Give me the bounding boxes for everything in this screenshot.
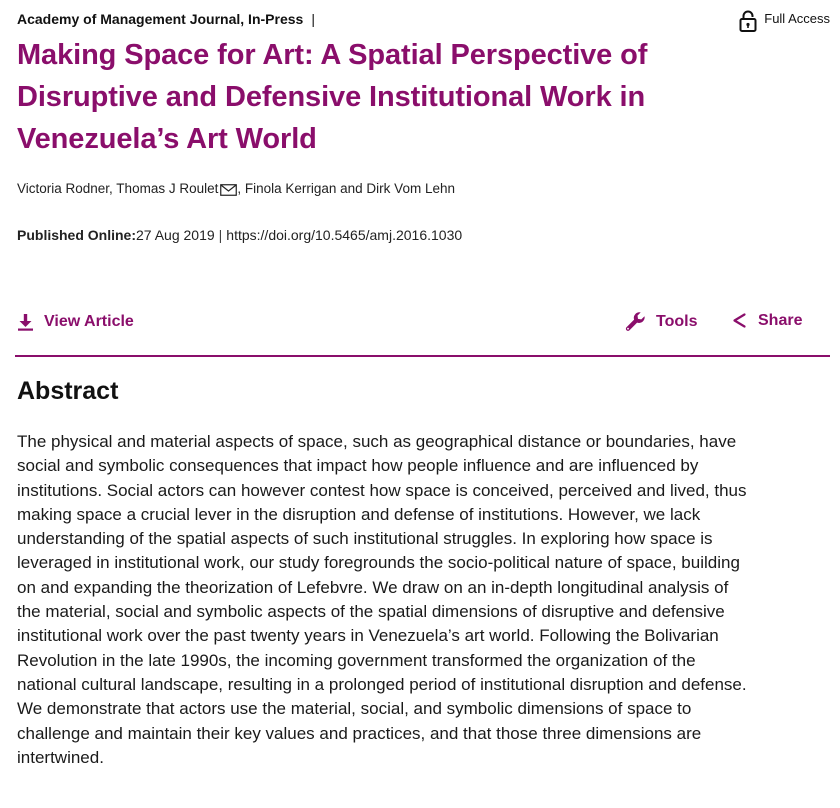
article-title [17,34,737,160]
journal-separator: | [311,11,315,27]
abstract-line: institutions. Social actors can however contest how space is conceived, perceived and lived, thus [17,480,747,500]
published-date: 27 Aug 2019 [136,227,215,243]
abstract-line: challenge and maintain their key values and practices, and that those three dimensions are [17,723,702,743]
author-list [17,181,455,196]
published-label: Published Online: [17,227,137,243]
abstract-line: the material, social and symbolic aspects of the spatial dimensions of disruptive and defensive [17,602,725,622]
abstract-line: institutional work over the past twenty years in Venezuela’s art world. Following the Bolivarian [17,626,719,646]
abstract-line: social and symbolic consequences that impact how people influence and are influenced by [17,456,699,476]
abstract-line: leveraged in institutional work, our study foregrounds the socio-political nature of space, building [17,553,740,573]
abstract-line: We demonstrate that actors use the material, social, and symbolic dimensions of space to [17,699,692,719]
authors-text[interactable]: Victoria Rodner, Thomas J Roulet [17,181,219,196]
abstract-text [17,430,829,770]
published-separator: | [218,227,223,243]
mail-icon[interactable] [220,184,237,196]
journal-line [17,11,315,27]
publication-info [17,227,462,243]
article-actions [17,308,830,338]
wrench-icon [625,311,646,332]
abstract-line: intertwined. [17,747,104,767]
tools-label: Tools [656,312,698,330]
share-icon [731,311,748,330]
tools-button[interactable] [625,311,697,332]
share-label: Share [758,311,803,329]
download-icon [17,313,34,331]
share-button[interactable] [731,311,802,330]
abstract-line: The physical and material aspects of space, such as geographical distance or boundaries, have [17,432,737,451]
unlock-icon [739,10,757,32]
section-divider [15,355,830,357]
abstract-heading: Abstract [17,377,119,405]
abstract-line: national cultural landscape, resulting in a prolonged period of institutional disruption and defense. [17,674,747,694]
abstract-line: understanding of the spatial aspects of such institutional struggles. In exploring how space is [17,529,713,549]
abstract-line: on and expanding the theorization of Lefebvre. We draw on an in-depth longitudinal analysis of [17,577,729,597]
abstract-line: Revolution in the late 1990s, the incoming government transformed the organization of the [17,650,696,670]
full-access-indicator [739,9,830,32]
abstract-line: making space a crucial lever in the disruption and defense of institutions. However, we lack [17,504,701,524]
title-line: Venezuela’s Art World [17,123,317,155]
authors-text[interactable]: , Finola Kerrigan and Dirk Vom Lehn [237,181,455,196]
journal-name[interactable]: Academy of Management Journal, In-Press [17,11,304,27]
full-access-label: Full Access [764,11,830,26]
view-article-label: View Article [44,313,134,330]
doi-link[interactable]: https://doi.org/10.5465/amj.2016.1030 [226,227,463,243]
view-article-button[interactable] [17,313,134,331]
title-line: Disruptive and Defensive Institutional Work in [17,81,646,113]
journal-header [17,9,830,31]
title-line: Making Space for Art: A Spatial Perspective of [17,39,648,71]
